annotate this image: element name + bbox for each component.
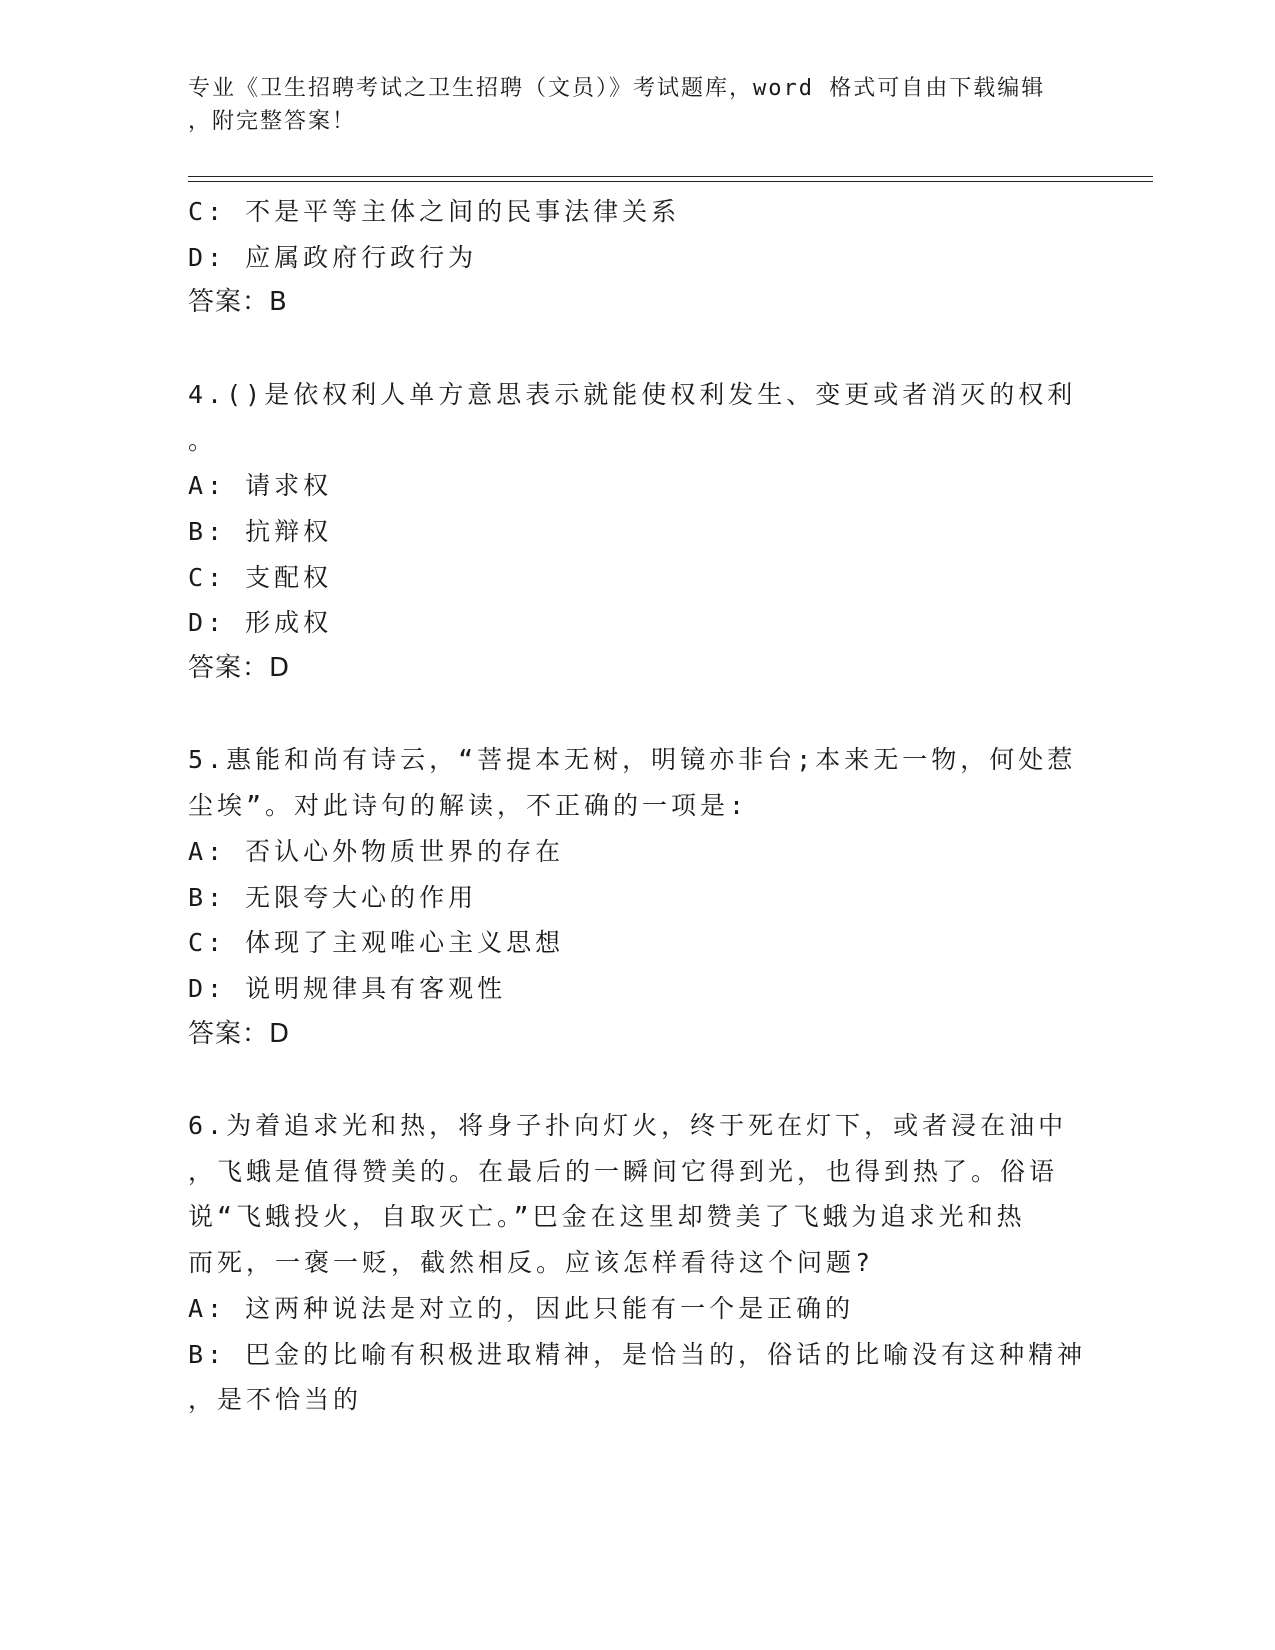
header-line-1: 专业《卫生招聘考试之卫生招聘（文员）》考试题库，word 格式可自由下载编辑 [188,76,1046,101]
question-4-option-a: A: 请求权 [188,471,333,501]
question-5-option-b: B: 无限夸大心的作用 [188,882,478,912]
question-5-option-a: A: 否认心外物质世界的存在 [188,836,565,866]
question-6-stem-line-4: 而死，一褒一贬，截然相反。应该怎样看待这个问题? [188,1248,875,1278]
question-3-option-d: D: 应属政府行政行为 [188,242,478,272]
question-6-option-b-line-2: ，是不恰当的 [188,1385,363,1415]
question-5-option-d: D: 说明规律具有客观性 [188,973,507,1003]
question-6-stem-line-2: ，飞蛾是值得赞美的。在最后的一瞬间它得到光，也得到热了。俗语 [188,1156,1059,1186]
question-4-stem-line-1: 4.()是依权利人单方意思表示就能使权利发生、变更或者消灭的权利 [188,379,1077,409]
question-3-option-c: C: 不是平等主体之间的民事法律关系 [188,197,681,226]
question-list [188,189,1087,1423]
question-6 [188,1103,1087,1423]
question-3-continued [188,189,1078,326]
question-4-option-b: B: 抗辩权 [188,516,333,546]
question-5-stem-line-2: 尘埃”。对此诗句的解读，不正确的一项是: [188,791,749,821]
header-line-2: ，附完整答案！ [188,109,357,134]
header-divider-bottom [188,181,1153,182]
question-4-stem-line-2: 。 [188,425,218,455]
question-4-option-d: D: 形成权 [188,608,333,638]
question-4-answer: 答案：D [188,653,291,684]
question-4 [188,372,1078,692]
question-5-answer: 答案：D [188,1018,291,1049]
spacer [188,1057,1078,1103]
question-5 [188,737,1078,1057]
spacer [188,326,1078,372]
question-3-answer: 答案：B [188,287,288,318]
question-6-stem-line-3: 说“飞蛾投火，自取灭亡。”巴金在这里却赞美了飞蛾为追求光和热 [188,1202,1026,1232]
question-6-stem-line-1: 6.为着追求光和热，将身子扑向灯火，终于死在灯下，或者浸在油中 [188,1111,1068,1141]
header-divider-top [188,176,1153,177]
question-6-option-b-line-1: B: 巴金的比喻有积极进取精神，是恰当的，俗话的比喻没有这种精神 [188,1339,1087,1369]
question-5-stem-line-1: 5.惠能和尚有诗云，“菩提本无树，明镜亦非台;本来无一物，何处惹 [188,745,1077,775]
question-5-option-c: C: 体现了主观唯心主义思想 [188,928,565,958]
question-4-option-c: C: 支配权 [188,562,333,592]
document-header [188,72,1068,138]
spacer [188,692,1078,738]
question-6-option-a: A: 这两种说法是对立的，因此只能有一个是正确的 [188,1293,855,1323]
